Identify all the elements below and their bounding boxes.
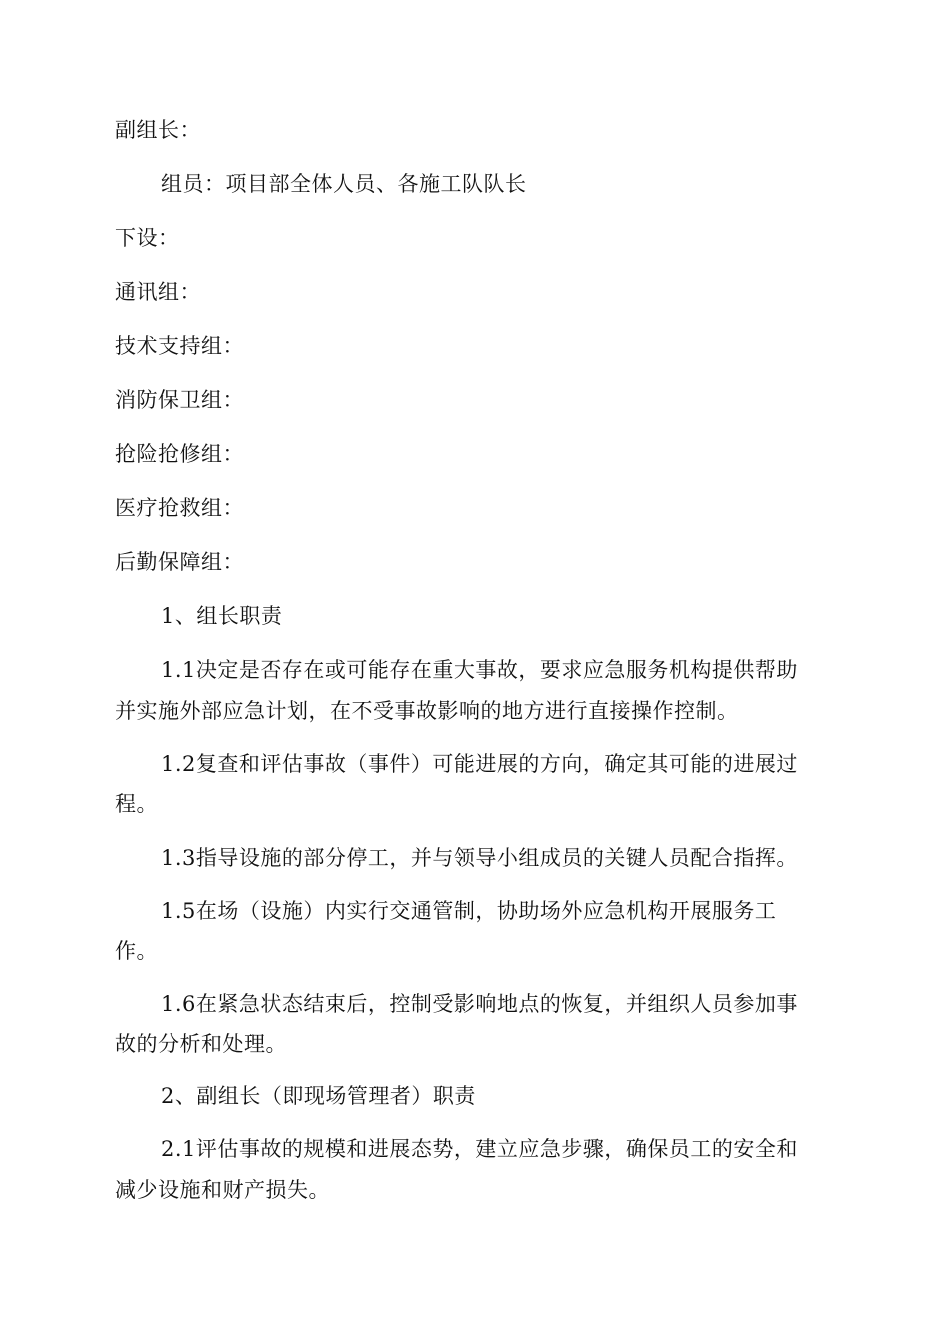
item-1-6-line-1: 1.6在紧急状态结束后，控制受影响地点的恢复，并组织人员参加事 [161, 992, 798, 1016]
members-line: 组员：项目部全体人员、各施工队队长 [161, 172, 527, 196]
section-1-heading: 1、组长职责 [161, 604, 283, 628]
logistics-group-line: 后勤保障组： [115, 550, 244, 574]
deputy-leader-line: 副组长： [115, 118, 201, 142]
communication-group-line: 通讯组： [115, 280, 201, 304]
technical-support-group-line: 技术支持组： [115, 334, 244, 358]
item-1-5-line-2: 作。 [115, 939, 158, 963]
item-2-1-line-2: 减少设施和财产损失。 [115, 1178, 330, 1202]
item-2-1-line-1: 2.1评估事故的规模和进展态势，建立应急步骤，确保员工的安全和 [161, 1137, 798, 1161]
subgroups-heading: 下设： [115, 226, 180, 250]
fire-security-group-line: 消防保卫组： [115, 388, 244, 412]
item-1-6-line-2: 故的分析和处理。 [115, 1032, 287, 1056]
item-1-1-line-2: 并实施外部应急计划，在不受事故影响的地方进行直接操作控制。 [115, 699, 739, 723]
item-1-1-line-1: 1.1决定是否存在或可能存在重大事故，要求应急服务机构提供帮助 [161, 658, 798, 682]
item-1-3-line: 1.3指导设施的部分停工，并与领导小组成员的关键人员配合指挥。 [161, 846, 798, 870]
item-1-5-line-1: 1.5在场（设施）内实行交通管制，协助场外应急机构开展服务工 [161, 899, 777, 923]
rescue-repair-group-line: 抢险抢修组： [115, 442, 244, 466]
item-1-2-line-2: 程。 [115, 792, 158, 816]
medical-rescue-group-line: 医疗抢救组： [115, 496, 244, 520]
section-2-heading: 2、副组长（即现场管理者）职责 [161, 1084, 476, 1108]
item-1-2-line-1: 1.2复查和评估事故（事件）可能进展的方向，确定其可能的进展过 [161, 752, 798, 776]
